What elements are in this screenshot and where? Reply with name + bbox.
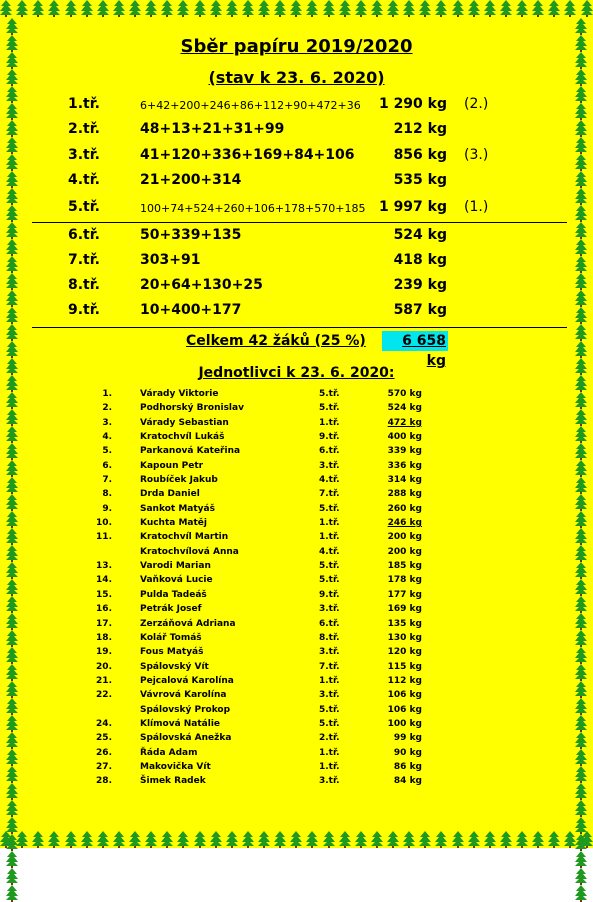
- page-title: Sběr papíru 2019/2020: [180, 36, 413, 57]
- pupil-name: Podhorský Bronislav: [140, 403, 244, 414]
- fir-tree-icon: [48, 0, 60, 17]
- list-item: [0, 660, 593, 674]
- pupil-class: 7.tř.: [319, 661, 340, 672]
- fir-tree-icon: [161, 831, 173, 848]
- fir-tree-icon: [242, 831, 254, 848]
- fir-tree-icon: [575, 341, 587, 358]
- fir-tree-icon: [6, 324, 18, 341]
- separator-line: [32, 327, 567, 328]
- pupil-name: Parkanová Kateřina: [140, 446, 241, 457]
- pupil-kg: 246 kg: [387, 518, 422, 529]
- fir-tree-icon: [500, 831, 512, 848]
- fir-tree-icon: [371, 0, 383, 17]
- pupil-kg: 135 kg: [387, 618, 422, 629]
- pupil-kg: 84 kg: [393, 776, 422, 787]
- pupil-name: Spálovský Vít: [140, 661, 209, 672]
- fir-tree-icon: [532, 0, 544, 17]
- list-item: [0, 516, 593, 530]
- fir-tree-icon: [97, 831, 109, 848]
- fir-tree-icon: [581, 0, 593, 17]
- class-contributions: 48+13+21+31+99: [140, 121, 285, 137]
- fir-tree-icon: [6, 817, 18, 834]
- pupil-rank: 3.: [102, 417, 112, 428]
- fir-tree-icon: [387, 831, 399, 848]
- class-label: 5.tř.: [68, 199, 100, 215]
- fir-tree-icon: [97, 0, 109, 17]
- fir-tree-icon: [290, 831, 302, 848]
- list-item: [0, 430, 593, 444]
- class-label: 2.tř.: [68, 121, 100, 137]
- list-item: [0, 731, 593, 745]
- pupil-class: 3.tř.: [319, 647, 340, 658]
- pupil-rank: 20.: [96, 661, 112, 672]
- class-row: [0, 227, 593, 247]
- class-total-kg: 524 kg: [393, 227, 447, 243]
- list-item: [0, 717, 593, 731]
- pupil-class: 4.tř.: [319, 475, 340, 486]
- fir-tree-icon: [6, 868, 18, 885]
- fir-tree-icon: [339, 831, 351, 848]
- pupil-name: Petrák Josef: [140, 604, 202, 615]
- fir-tree-icon: [575, 851, 587, 868]
- fir-tree-icon: [145, 831, 157, 848]
- fir-tree-icon: [575, 800, 587, 817]
- fir-tree-icon: [387, 0, 399, 17]
- border-top: [0, 0, 593, 22]
- class-label: 8.tř.: [68, 277, 100, 293]
- class-total-kg: 535 kg: [393, 172, 447, 188]
- class-contributions: 6+42+200+246+86+112+90+472+36: [140, 99, 361, 112]
- list-item: [0, 645, 593, 659]
- class-total-kg: 587 kg: [393, 302, 447, 318]
- list-item: [0, 760, 593, 774]
- fir-tree-icon: [575, 868, 587, 885]
- fir-tree-icon: [564, 831, 576, 848]
- list-item: [0, 545, 593, 559]
- pupil-name: Kratochvíl Lukáš: [140, 432, 225, 443]
- fir-tree-icon: [6, 834, 18, 851]
- fir-tree-icon: [484, 831, 496, 848]
- fir-tree-icon: [484, 0, 496, 17]
- pupil-rank: 1.: [102, 389, 112, 399]
- pupil-kg: 112 kg: [387, 675, 422, 686]
- fir-tree-icon: [452, 0, 464, 17]
- pupil-rank: 8.: [102, 489, 112, 500]
- fir-tree-icon: [6, 341, 18, 358]
- list-item: [0, 487, 593, 501]
- fir-tree-icon: [145, 0, 157, 17]
- class-row: [0, 147, 593, 167]
- pupil-rank: 2.: [102, 403, 112, 414]
- pupil-class: 5.tř.: [319, 575, 340, 586]
- class-total-kg: 418 kg: [393, 252, 447, 268]
- fir-tree-icon: [274, 0, 286, 17]
- list-item: [0, 401, 593, 415]
- list-item: [0, 502, 593, 516]
- pupil-class: 1.tř.: [319, 747, 340, 758]
- list-item: [0, 631, 593, 645]
- list-item: [0, 416, 593, 430]
- fir-tree-icon: [575, 18, 587, 35]
- class-label: 6.tř.: [68, 227, 100, 243]
- pupil-name: Vaňková Lucie: [140, 575, 213, 586]
- fir-tree-icon: [419, 831, 431, 848]
- pupil-class: 1.tř.: [319, 675, 340, 686]
- class-label: 7.tř.: [68, 252, 100, 268]
- fir-tree-icon: [113, 0, 125, 17]
- class-label: 4.tř.: [68, 172, 100, 188]
- fir-tree-icon: [81, 0, 93, 17]
- pupil-name: Sankot Matyáš: [140, 503, 215, 514]
- pupil-kg: 400 kg: [387, 432, 422, 443]
- fir-tree-icon: [113, 831, 125, 848]
- fir-tree-icon: [564, 0, 576, 17]
- fir-tree-icon: [355, 0, 367, 17]
- pupil-rank: 26.: [96, 747, 112, 758]
- fir-tree-icon: [6, 885, 18, 902]
- class-contributions: 21+200+314: [140, 172, 242, 188]
- class-total-kg: 212 kg: [393, 121, 447, 137]
- fir-tree-icon: [339, 0, 351, 17]
- status-date: (stav k 23. 6. 2020): [208, 68, 385, 87]
- pupil-name: Vávrová Karolína: [140, 690, 227, 701]
- class-contributions: 303+91: [140, 252, 201, 268]
- pupil-name: Šimek Radek: [140, 776, 206, 787]
- fir-tree-icon: [581, 831, 593, 848]
- fir-tree-icon: [419, 0, 431, 17]
- fir-tree-icon: [452, 831, 464, 848]
- fir-tree-icon: [516, 0, 528, 17]
- fir-tree-icon: [532, 831, 544, 848]
- class-contributions: 20+64+130+25: [140, 277, 263, 293]
- class-contributions: 100+74+524+260+106+178+570+185: [140, 202, 366, 215]
- pupil-kg: 100 kg: [387, 718, 422, 729]
- class-total-kg: 1 290 kg: [378, 96, 447, 112]
- class-label: 3.tř.: [68, 147, 100, 163]
- pupil-rank: 27.: [96, 761, 112, 772]
- pupil-kg: 115 kg: [387, 661, 422, 672]
- pupil-name: Várady Sebastian: [140, 417, 229, 428]
- pupil-name: Kuchta Matěj: [140, 518, 207, 529]
- fir-tree-icon: [65, 831, 77, 848]
- fir-tree-icon: [575, 324, 587, 341]
- pupil-class: 3.tř.: [319, 460, 340, 471]
- class-contributions: 10+400+177: [140, 302, 242, 318]
- pupil-rank: 17.: [96, 618, 112, 629]
- pupil-kg: 570 kg: [387, 389, 422, 399]
- pupil-name: Varodi Marian: [140, 561, 211, 572]
- class-total-kg: 1 997 kg: [378, 199, 447, 215]
- pupil-class: 1.tř.: [319, 518, 340, 529]
- fir-tree-icon: [48, 831, 60, 848]
- class-contributions: 41+120+336+169+84+106: [140, 147, 355, 163]
- class-rank: (2.): [464, 96, 489, 112]
- pupil-rank: 18.: [96, 632, 112, 643]
- pupil-class: 5.tř.: [319, 403, 340, 414]
- class-contributions: 50+339+135: [140, 227, 242, 243]
- pupil-name: Makovička Vít: [140, 761, 211, 772]
- class-row: [0, 277, 593, 297]
- pupil-kg: 169 kg: [387, 604, 422, 615]
- pupil-class: 4.tř.: [319, 546, 340, 557]
- list-item: [0, 602, 593, 616]
- pupil-class: 9.tř.: [319, 589, 340, 600]
- pupil-class: 8.tř.: [319, 632, 340, 643]
- pupil-name: Kolář Tomáš: [140, 632, 202, 643]
- pupil-name: Roubíček Jakub: [140, 475, 218, 486]
- fir-tree-icon: [258, 0, 270, 17]
- pupil-rank: 25.: [96, 733, 112, 744]
- pupil-name: Zerzáňová Adriana: [140, 618, 236, 629]
- pupil-name: Kratochvíl Martin: [140, 532, 229, 543]
- fir-tree-icon: [161, 0, 173, 17]
- class-row: [0, 252, 593, 272]
- fir-tree-icon: [81, 831, 93, 848]
- pupil-kg: 130 kg: [387, 632, 422, 643]
- pupil-kg: 177 kg: [387, 589, 422, 600]
- pupil-rank: 22.: [96, 690, 112, 701]
- pupil-kg: 99 kg: [393, 733, 422, 744]
- pupil-rank: 14.: [96, 575, 112, 586]
- individuals-list: [0, 387, 593, 789]
- pupil-class: 1.tř.: [319, 761, 340, 772]
- list-item: [0, 530, 593, 544]
- pupil-name: Kratochvílová Anna: [140, 546, 239, 557]
- fir-tree-icon: [129, 831, 141, 848]
- fir-tree-icon: [6, 851, 18, 868]
- separator-line: [32, 222, 567, 223]
- fir-tree-icon: [403, 831, 415, 848]
- class-row: [0, 302, 593, 322]
- pupil-name: Spálovská Anežka: [140, 733, 232, 744]
- pupil-class: 3.tř.: [319, 776, 340, 787]
- fir-tree-icon: [258, 831, 270, 848]
- pupil-kg: 106 kg: [387, 704, 422, 715]
- pupil-class: 5.tř.: [319, 503, 340, 514]
- list-item: [0, 459, 593, 473]
- pupil-rank: 5.: [102, 446, 112, 457]
- list-item: [0, 387, 593, 401]
- fir-tree-icon: [16, 831, 28, 848]
- class-row: [0, 96, 593, 116]
- fir-tree-icon: [290, 0, 302, 17]
- fir-tree-icon: [323, 831, 335, 848]
- fir-tree-icon: [355, 831, 367, 848]
- fir-tree-icon: [435, 0, 447, 17]
- pupil-kg: 106 kg: [387, 690, 422, 701]
- fir-tree-icon: [468, 0, 480, 17]
- pupil-kg: 178 kg: [387, 575, 422, 586]
- pupil-kg: 314 kg: [387, 475, 422, 486]
- fir-tree-icon: [0, 0, 12, 17]
- pupil-name: Kapoun Petr: [140, 460, 204, 471]
- fir-tree-icon: [0, 831, 12, 848]
- pupil-class: 6.tř.: [319, 446, 340, 457]
- pupil-kg: 524 kg: [387, 403, 422, 414]
- fir-tree-icon: [575, 834, 587, 851]
- pupil-class: 1.tř.: [319, 417, 340, 428]
- pupil-kg: 472 kg: [387, 417, 422, 428]
- fir-tree-icon: [6, 18, 18, 35]
- pupil-class: 2.tř.: [319, 733, 340, 744]
- list-item: [0, 617, 593, 631]
- pupil-class: 3.tř.: [319, 604, 340, 615]
- pupil-rank: 24.: [96, 718, 112, 729]
- individuals-title: Jednotlivci k 23. 6. 2020:: [198, 365, 395, 381]
- fir-tree-icon: [274, 831, 286, 848]
- pupil-kg: 260 kg: [387, 503, 422, 514]
- list-item: [0, 774, 593, 788]
- fir-tree-icon: [242, 0, 254, 17]
- class-rank: (1.): [464, 199, 489, 215]
- pupil-name: Drda Daniel: [140, 489, 200, 500]
- fir-tree-icon: [210, 831, 222, 848]
- list-item: [0, 573, 593, 587]
- pupil-rank: 16.: [96, 604, 112, 615]
- pupil-name: Várady Viktorie: [140, 389, 219, 399]
- pupil-rank: 9.: [102, 503, 112, 514]
- fir-tree-icon: [500, 0, 512, 17]
- pupil-kg: 90 kg: [393, 747, 422, 758]
- pupil-rank: 10.: [96, 518, 112, 529]
- fir-tree-icon: [194, 831, 206, 848]
- pupil-name: Fous Matyáš: [140, 647, 204, 658]
- pupil-kg: 200 kg: [387, 532, 422, 543]
- pupil-name: Klímová Natálie: [140, 718, 221, 729]
- list-item: [0, 444, 593, 458]
- fir-tree-icon: [226, 0, 238, 17]
- pupil-class: 5.tř.: [319, 389, 340, 399]
- pupil-rank: 21.: [96, 675, 112, 686]
- class-label: 9.tř.: [68, 302, 100, 318]
- pupil-kg: 288 kg: [387, 489, 422, 500]
- fir-tree-icon: [306, 831, 318, 848]
- fir-tree-icon: [575, 885, 587, 902]
- pupil-name: Pejcalová Karolína: [140, 675, 234, 686]
- fir-tree-icon: [516, 831, 528, 848]
- list-item: [0, 688, 593, 702]
- fir-tree-icon: [194, 0, 206, 17]
- fir-tree-icon: [32, 0, 44, 17]
- pupil-class: 1.tř.: [319, 532, 340, 543]
- list-item: [0, 674, 593, 688]
- class-row: [0, 121, 593, 141]
- fir-tree-icon: [129, 0, 141, 17]
- pupil-name: Spálovský Prokop: [140, 704, 231, 715]
- fir-tree-icon: [575, 817, 587, 834]
- fir-tree-icon: [371, 831, 383, 848]
- class-rank: (3.): [464, 147, 489, 163]
- pupil-class: 7.tř.: [319, 489, 340, 500]
- pupil-class: 9.tř.: [319, 432, 340, 443]
- pupil-class: 3.tř.: [319, 690, 340, 701]
- pupil-kg: 185 kg: [387, 561, 422, 572]
- border-bottom: [0, 826, 593, 848]
- pupil-rank: 13.: [96, 561, 112, 572]
- pupil-rank: 4.: [102, 432, 112, 443]
- list-item: [0, 559, 593, 573]
- fir-tree-icon: [468, 831, 480, 848]
- fir-tree-icon: [306, 0, 318, 17]
- pupil-kg: 200 kg: [387, 546, 422, 557]
- fir-tree-icon: [177, 0, 189, 17]
- pupil-class: 5.tř.: [319, 718, 340, 729]
- total-value: 6 658 kg: [382, 331, 448, 351]
- pupil-name: Řáda Adam: [140, 747, 198, 758]
- fir-tree-icon: [65, 0, 77, 17]
- pupil-kg: 86 kg: [393, 761, 422, 772]
- pupil-rank: 11.: [96, 532, 112, 543]
- fir-tree-icon: [16, 0, 28, 17]
- class-label: 1.tř.: [68, 96, 100, 112]
- fir-tree-icon: [6, 800, 18, 817]
- fir-tree-icon: [403, 0, 415, 17]
- pupil-rank: 19.: [96, 647, 112, 658]
- class-row: [0, 199, 593, 219]
- pupil-class: 6.tř.: [319, 618, 340, 629]
- fir-tree-icon: [210, 0, 222, 17]
- pupil-name: Pulda Tadeáš: [140, 589, 207, 600]
- list-item: [0, 588, 593, 602]
- pupil-rank: 6.: [102, 460, 112, 471]
- total-label: Celkem 42 žáků (25 %): [186, 333, 366, 349]
- list-item: [0, 746, 593, 760]
- class-total-kg: 856 kg: [393, 147, 447, 163]
- fir-tree-icon: [226, 831, 238, 848]
- fir-tree-icon: [435, 831, 447, 848]
- list-item: [0, 703, 593, 717]
- class-row: [0, 172, 593, 192]
- fir-tree-icon: [32, 831, 44, 848]
- pupil-rank: 15.: [96, 589, 112, 600]
- fir-tree-icon: [548, 831, 560, 848]
- pupil-kg: 339 kg: [387, 446, 422, 457]
- pupil-rank: 28.: [96, 776, 112, 787]
- pupil-rank: 7.: [102, 475, 112, 486]
- fir-tree-icon: [323, 0, 335, 17]
- pupil-class: 5.tř.: [319, 704, 340, 715]
- pupil-kg: 120 kg: [387, 647, 422, 658]
- class-total-kg: 239 kg: [393, 277, 447, 293]
- fir-tree-icon: [548, 0, 560, 17]
- list-item: [0, 473, 593, 487]
- pupil-class: 5.tř.: [319, 561, 340, 572]
- pupil-kg: 336 kg: [387, 460, 422, 471]
- fir-tree-icon: [177, 831, 189, 848]
